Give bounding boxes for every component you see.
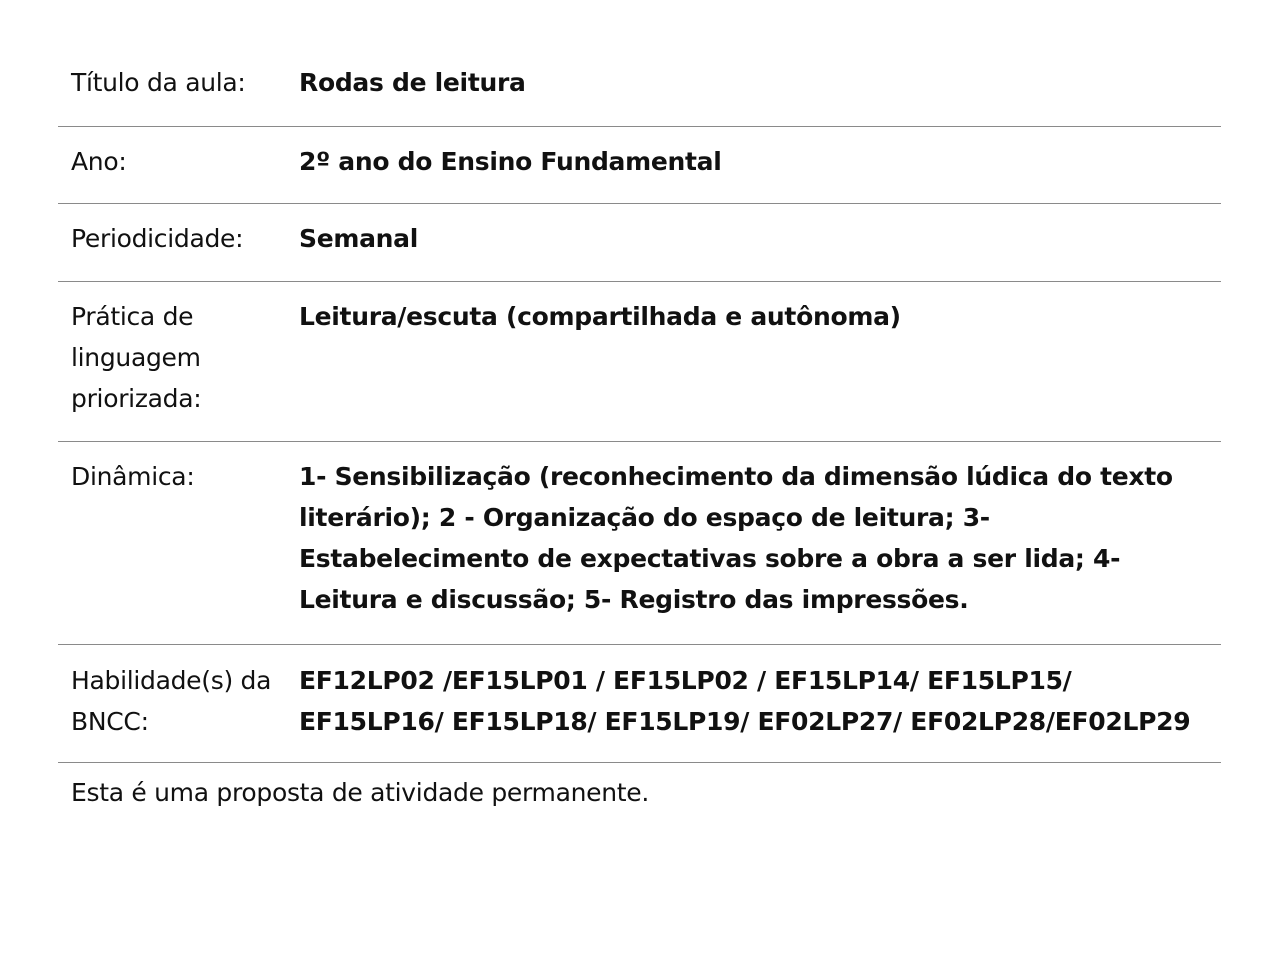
row-language-practice xyxy=(58,282,1221,442)
row-dynamics xyxy=(58,442,1221,645)
permanent-activity-note: Esta é uma proposta de atividade permanente. xyxy=(71,778,649,807)
row-bncc-skills xyxy=(58,645,1221,763)
row-label: Habilidade(s) da BNCC: xyxy=(71,666,272,736)
row-year xyxy=(58,127,1221,204)
row-lesson-title xyxy=(58,42,1221,127)
row-periodicity xyxy=(58,204,1221,282)
row-label: Ano: xyxy=(71,147,127,176)
lesson-info-table xyxy=(58,42,1221,813)
row-value: Leitura/escuta (compartilhada e autônoma) xyxy=(299,302,901,331)
row-value: 2º ano do Ensino Fundamental xyxy=(299,147,722,176)
row-label: Periodicidade: xyxy=(71,224,244,253)
row-value: Semanal xyxy=(299,224,419,253)
row-value: EF12LP02 /EF15LP01 / EF15LP02 / EF15LP14/ EF15LP15/ EF15LP16/ EF15LP18/ EF15LP19/ EF02LP27/ EF02LP28/EF02LP29 xyxy=(299,666,1191,736)
row-value: 1- Sensibilização (reconhecimento da dimensão lúdica do texto literário); 2 - Organização do espaço de leitura; 3- Estabelecimento de expectativas sobre a obra a ser lida; 4- Leitura e discussão; 5- Registro das impressões. xyxy=(299,462,1173,614)
row-label: Dinâmica: xyxy=(71,462,195,491)
row-label: Prática de linguagem priorizada: xyxy=(71,302,202,413)
row-value: Rodas de leitura xyxy=(299,68,526,97)
row-label: Título da aula: xyxy=(71,68,246,97)
